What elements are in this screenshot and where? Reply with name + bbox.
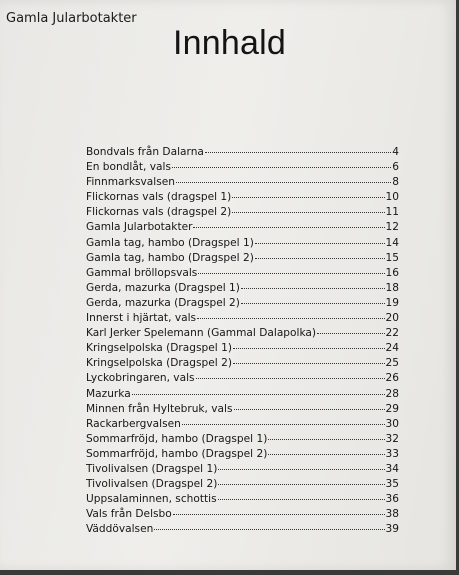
toc-entry-title: Vals från Delsbo xyxy=(86,508,172,521)
dot-leader xyxy=(205,152,391,153)
dot-leader xyxy=(241,303,385,304)
dot-leader xyxy=(182,424,385,425)
toc-entry xyxy=(86,341,399,356)
toc-entry-title: Gamla Jularbotakter xyxy=(86,221,193,234)
dot-leader xyxy=(218,469,384,470)
toc-entry-page-number: 38 xyxy=(385,508,399,521)
toc-entry-page-number: 14 xyxy=(385,236,399,249)
dot-leader xyxy=(241,288,385,289)
toc-entry-page-number: 36 xyxy=(385,493,399,506)
toc-entry-title: Kringselpolska (Dragspel 2) xyxy=(86,357,232,370)
toc-entry-title: Gamla tag, hambo (Dragspel 2) xyxy=(86,251,254,264)
toc-entry-page-number: 34 xyxy=(385,462,399,475)
toc-entry xyxy=(86,281,399,296)
toc-entry-page-number: 16 xyxy=(385,266,399,279)
dot-leader xyxy=(197,318,384,319)
toc-entry-page-number: 22 xyxy=(385,327,399,340)
toc-entry-title: Mazurka xyxy=(86,387,131,400)
toc-entry-page-number: 11 xyxy=(385,206,399,219)
toc-entry-page-number: 39 xyxy=(385,523,399,536)
dot-leader xyxy=(154,529,384,530)
toc-entry-page-number: 8 xyxy=(392,176,399,189)
toc-entry-page-number: 26 xyxy=(385,372,399,385)
toc-entry-title: Lyckobringaren, vals xyxy=(86,372,195,385)
toc-entry-title: Innerst i hjärtat, vals xyxy=(86,312,197,325)
toc-entry-title: Flickornas vals (dragspel 2) xyxy=(86,206,232,219)
toc-entry-page-number: 25 xyxy=(385,357,399,370)
toc-entry-page-number: 33 xyxy=(385,447,399,460)
toc-entry-page-number: 24 xyxy=(385,342,399,355)
toc-entry xyxy=(86,477,399,492)
toc-entry xyxy=(86,326,399,341)
toc-entry-title: En bondlåt, vals xyxy=(86,161,171,174)
toc-entry-page-number: 28 xyxy=(385,387,399,400)
toc-entry-title: Tivolivalsen (Dragspel 1) xyxy=(86,462,218,475)
dot-leader xyxy=(255,243,385,244)
toc-entry-page-number: 15 xyxy=(385,251,399,264)
toc-entry xyxy=(86,417,399,432)
toc-entry-page-number: 29 xyxy=(385,402,399,415)
dot-leader xyxy=(233,363,385,364)
toc-entry-page-number: 19 xyxy=(385,296,399,309)
toc-entry xyxy=(86,160,399,175)
toc-entry-title: Karl Jerker Spelemann (Gammal Dalapolka) xyxy=(86,327,317,340)
toc-entry xyxy=(86,251,399,266)
toc-entry xyxy=(86,507,399,522)
toc-entry xyxy=(86,447,399,462)
dot-leader xyxy=(218,484,384,485)
toc-entry-title: Flickornas vals (dragspel 1) xyxy=(86,191,232,204)
dot-leader xyxy=(232,197,384,198)
toc-entry xyxy=(86,190,399,205)
toc-entry xyxy=(86,492,399,507)
toc-entry-page-number: 20 xyxy=(385,312,399,325)
dot-leader xyxy=(198,273,384,274)
dot-leader xyxy=(268,454,384,455)
toc-entry-title: Gamla tag, hambo (Dragspel 1) xyxy=(86,236,254,249)
toc-entry xyxy=(86,145,399,160)
toc-entry xyxy=(86,236,399,251)
toc-entry-page-number: 12 xyxy=(385,221,399,234)
toc-entry-title: Tivolivalsen (Dragspel 2) xyxy=(86,478,218,491)
dot-leader xyxy=(233,348,385,349)
toc-entry xyxy=(86,371,399,386)
dot-leader xyxy=(268,439,384,440)
toc-entry-page-number: 35 xyxy=(385,478,399,491)
toc-entry-title: Väddövalsen xyxy=(86,523,154,536)
toc-entry-title: Gerda, mazurka (Dragspel 1) xyxy=(86,281,240,294)
toc-entry-page-number: 30 xyxy=(385,417,399,430)
toc-entry-title: Uppsalaminnen, schottis xyxy=(86,493,217,506)
toc-entry xyxy=(86,205,399,220)
toc-entry-page-number: 4 xyxy=(392,146,399,158)
toc-entry-title: Kringselpolska (Dragspel 1) xyxy=(86,342,232,355)
toc-entry xyxy=(86,387,399,402)
toc-entry xyxy=(86,175,399,190)
dot-leader xyxy=(196,378,385,379)
toc-entry xyxy=(86,296,399,311)
page-heading: Innhald xyxy=(173,24,286,62)
dot-leader xyxy=(317,333,384,334)
dot-leader xyxy=(255,258,385,259)
dot-leader xyxy=(132,394,385,395)
toc-entry-title: Minnen från Hyltebruk, vals xyxy=(86,402,233,415)
book-title: Gamla Jularbotakter xyxy=(6,11,137,26)
toc-entry-page-number: 10 xyxy=(385,191,399,204)
toc-entry-title: Gammal bröllopsvals xyxy=(86,266,198,279)
dot-leader xyxy=(176,182,391,183)
toc-entry xyxy=(86,522,399,537)
toc-entry-title: Gerda, mazurka (Dragspel 2) xyxy=(86,296,240,309)
toc-entry-page-number: 32 xyxy=(385,432,399,445)
toc-entry xyxy=(86,356,399,371)
dot-leader xyxy=(193,227,384,228)
dot-leader xyxy=(234,409,385,410)
toc-entry-title: Sommarfröjd, hambo (Dragspel 1) xyxy=(86,432,268,445)
toc-entry xyxy=(86,462,399,477)
dot-leader xyxy=(232,212,384,213)
toc-entry xyxy=(86,402,399,417)
toc-entry xyxy=(86,266,399,281)
table-of-contents xyxy=(86,145,399,537)
toc-entry xyxy=(86,311,399,326)
toc-entry-page-number: 18 xyxy=(385,281,399,294)
toc-entry xyxy=(86,220,399,235)
toc-entry-title: Finnmarksvalsen xyxy=(86,176,175,189)
toc-entry-title: Rackarbergvalsen xyxy=(86,417,181,430)
toc-entry-title: Bondvals från Dalarna xyxy=(86,146,204,158)
dot-leader xyxy=(172,167,391,168)
dot-leader xyxy=(173,514,385,515)
dot-leader xyxy=(218,499,385,500)
toc-entry-title: Sommarfröjd, hambo (Dragspel 2) xyxy=(86,447,268,460)
toc-entry xyxy=(86,432,399,447)
toc-entry-page-number: 6 xyxy=(392,161,399,174)
